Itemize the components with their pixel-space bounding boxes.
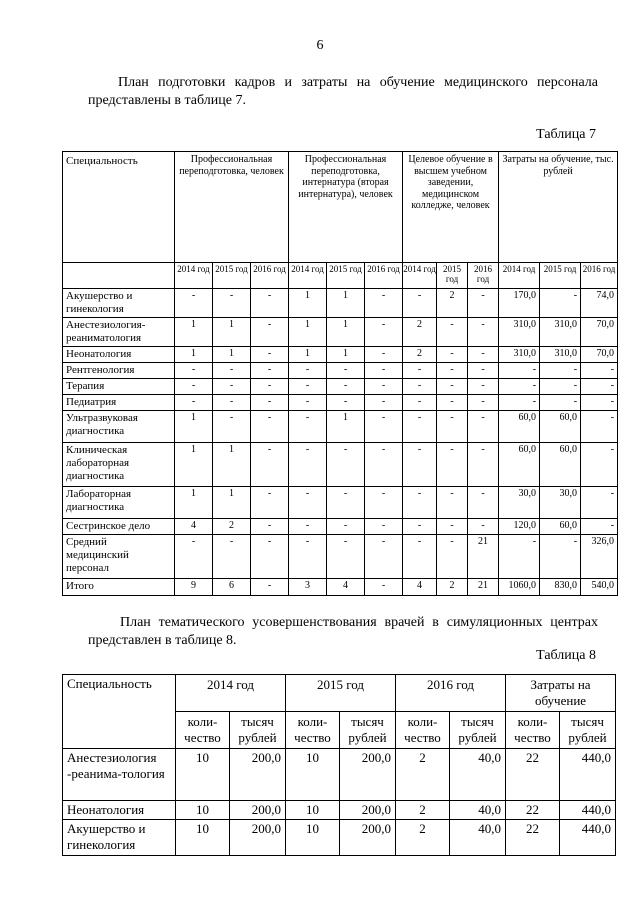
table7-cell: - <box>365 535 403 579</box>
table-row <box>63 519 618 535</box>
table7-cell: - <box>365 579 403 596</box>
table8-cell: 2 <box>396 801 450 820</box>
table-row <box>63 749 616 801</box>
table7-cell: - <box>251 443 289 487</box>
table7-cell: - <box>213 363 251 379</box>
table7-cell: - <box>289 535 327 579</box>
table7-header-retraining: Профессиональная переподготовка, человек <box>175 152 289 263</box>
table7-cell: - <box>403 411 437 443</box>
table7-cell: 1 <box>175 487 213 519</box>
table8-sub-header: тысяч рублей <box>560 712 616 749</box>
table8-caption: Таблица 8 <box>536 648 596 663</box>
table8-cell: 22 <box>506 801 560 820</box>
table7-cell: - <box>213 379 251 395</box>
table7-cell: 170,0 <box>499 289 540 318</box>
table7-cell: - <box>251 363 289 379</box>
table7-cell: - <box>327 519 365 535</box>
table7-cell: - <box>403 535 437 579</box>
table7-row-specialty: Клиническая лабораторная диагностика <box>63 443 175 487</box>
table7-year-header: 2016 год <box>251 263 289 289</box>
table8-header-specialty: Специальность <box>63 675 176 749</box>
table8-cell: 2 <box>396 820 450 856</box>
table8-cell: 40,0 <box>450 820 506 856</box>
table7-cell: - <box>437 443 468 487</box>
table7-cell: 60,0 <box>540 519 581 535</box>
table7-cell: - <box>175 535 213 579</box>
table7-cell: - <box>437 535 468 579</box>
table7-cell: - <box>437 411 468 443</box>
table-row <box>63 347 618 363</box>
table7-row-specialty: Ультразвуковая диагностика <box>63 411 175 443</box>
table7-cell: 1 <box>213 347 251 363</box>
table7-cell: 310,0 <box>499 318 540 347</box>
table7-cell: - <box>289 519 327 535</box>
table8-sub-header: коли-чество <box>176 712 230 749</box>
table7-cell: - <box>327 379 365 395</box>
table7-cell: - <box>468 443 499 487</box>
table7-cell: 1 <box>213 443 251 487</box>
table7-cell: 2 <box>437 289 468 318</box>
table7-row-specialty: Сестринское дело <box>63 519 175 535</box>
table7-cell: 70,0 <box>581 318 618 347</box>
table8-cell: 200,0 <box>340 820 396 856</box>
table7-cell: - <box>251 519 289 535</box>
table7-cell: - <box>468 519 499 535</box>
table7-cell: 1 <box>327 411 365 443</box>
table7-cell: - <box>175 363 213 379</box>
table7-cell: 9 <box>175 579 213 596</box>
table7-cell: - <box>499 379 540 395</box>
table7-header-specialty: Специальность <box>63 152 175 263</box>
table8-header-2016: 2016 год <box>396 675 506 712</box>
table7-cell: - <box>251 379 289 395</box>
table7-header-targeted-education: Целевое обучение в высшем учебном заведении, медицинском колледже, человек <box>403 152 499 263</box>
table7-cell: 4 <box>175 519 213 535</box>
table-row <box>63 487 618 519</box>
table7-cell: - <box>403 519 437 535</box>
table8-cell: 10 <box>286 820 340 856</box>
table7-cell: - <box>251 411 289 443</box>
table7-cell: - <box>251 579 289 596</box>
table8-sub-header: коли-чество <box>506 712 560 749</box>
table7-cell: - <box>468 347 499 363</box>
table7-row-specialty: Акушерство и гинекология <box>63 289 175 318</box>
second-paragraph: План тематического усовершенствования врачей в симуляционных центрах представлен в таблице 8. <box>88 615 598 648</box>
table7-cell: 2 <box>403 318 437 347</box>
table7-cell: - <box>251 395 289 411</box>
table7-cell: - <box>365 379 403 395</box>
table7-cell: - <box>468 487 499 519</box>
table7-cell: 70,0 <box>581 347 618 363</box>
table7-cell: - <box>213 535 251 579</box>
table7-cell: 1 <box>175 347 213 363</box>
table7-cell: 60,0 <box>540 443 581 487</box>
table7-cell: - <box>289 379 327 395</box>
table7-row-specialty: Итого <box>63 579 175 596</box>
table7-cell: - <box>213 289 251 318</box>
table7-cell: - <box>251 318 289 347</box>
table7-cell: - <box>365 395 403 411</box>
table7-cell: 830,0 <box>540 579 581 596</box>
table7-cell: 310,0 <box>540 347 581 363</box>
table7-cell: 1 <box>175 318 213 347</box>
table8-sub-header: тысяч рублей <box>230 712 286 749</box>
table-row <box>63 395 618 411</box>
table7-cell: - <box>581 379 618 395</box>
table7-cell: - <box>327 395 365 411</box>
table8-sub-header: коли-чество <box>286 712 340 749</box>
table7-year-header: 2016 год <box>468 263 499 289</box>
table7-cell: 30,0 <box>540 487 581 519</box>
table7-header-costs: Затраты на обучение, тыс. рублей <box>499 152 618 263</box>
table7-year-header: 2014 год <box>175 263 213 289</box>
table7-cell: 1 <box>289 318 327 347</box>
table7-cell: - <box>251 289 289 318</box>
table7-year-header: 2014 год <box>403 263 437 289</box>
table-row <box>63 411 618 443</box>
table7-cell: - <box>499 395 540 411</box>
table7-cell: - <box>403 363 437 379</box>
table7-cell: - <box>581 443 618 487</box>
table7-cell: - <box>540 363 581 379</box>
table7-cell: 74,0 <box>581 289 618 318</box>
table7-year-header: 2014 год <box>289 263 327 289</box>
table7-cell: - <box>403 395 437 411</box>
table7-cell: - <box>289 411 327 443</box>
table7-cell: - <box>365 347 403 363</box>
table-row <box>63 318 618 347</box>
table7-cell: 310,0 <box>499 347 540 363</box>
table8-cell: 200,0 <box>340 749 396 801</box>
table8-header-2014: 2014 год <box>176 675 286 712</box>
table7-cell: - <box>327 487 365 519</box>
table8-cell: 10 <box>286 801 340 820</box>
table7-cell: - <box>289 363 327 379</box>
table7-cell: 540,0 <box>581 579 618 596</box>
table8-cell: 200,0 <box>230 749 286 801</box>
table7-cell: - <box>365 487 403 519</box>
table7-cell: 30,0 <box>499 487 540 519</box>
table7-cell: - <box>540 379 581 395</box>
table7-cell: - <box>581 395 618 411</box>
table7-cell: - <box>437 395 468 411</box>
table7-cell: - <box>289 395 327 411</box>
table7-cell: 4 <box>327 579 365 596</box>
table7-cell: - <box>327 535 365 579</box>
table7-cell: - <box>468 395 499 411</box>
table8-cell: 22 <box>506 820 560 856</box>
table7-cell: - <box>468 363 499 379</box>
table7-cell: 4 <box>403 579 437 596</box>
table8-cell: 10 <box>176 749 230 801</box>
table7-cell: - <box>251 487 289 519</box>
table-row <box>63 443 618 487</box>
table8-sub-header: тысяч рублей <box>340 712 396 749</box>
table7-cell: - <box>213 395 251 411</box>
table7-cell: 60,0 <box>540 411 581 443</box>
table7-row-specialty: Средний медицинский персонал <box>63 535 175 579</box>
table7-cell: 1 <box>289 347 327 363</box>
table8-sub-header: тысяч рублей <box>450 712 506 749</box>
table7-cell: 60,0 <box>499 443 540 487</box>
table7-cell: - <box>581 411 618 443</box>
table8-cell: 10 <box>176 801 230 820</box>
table8-cell: 10 <box>176 820 230 856</box>
table7-row-specialty: Терапия <box>63 379 175 395</box>
table8-cell: 440,0 <box>560 820 616 856</box>
table7-row-specialty: Рентгенология <box>63 363 175 379</box>
table7-caption: Таблица 7 <box>536 127 596 142</box>
table7-cell: - <box>437 347 468 363</box>
table7-cell: - <box>437 363 468 379</box>
table7-cell: - <box>365 318 403 347</box>
table7-cell: - <box>327 363 365 379</box>
table7-cell: 1 <box>289 289 327 318</box>
table7-cell: - <box>468 318 499 347</box>
table7-cell: 1 <box>175 411 213 443</box>
table7-row-specialty: Неонатология <box>63 347 175 363</box>
table7-cell: - <box>251 535 289 579</box>
table7-cell: 326,0 <box>581 535 618 579</box>
table7-cell: 120,0 <box>499 519 540 535</box>
table8-cell: 440,0 <box>560 801 616 820</box>
table7-cell: - <box>289 487 327 519</box>
page-number: 6 <box>316 38 324 53</box>
table7-cell: - <box>437 318 468 347</box>
table7-cell: - <box>251 347 289 363</box>
table8-row-specialty: Неонатология <box>63 801 176 820</box>
table-8 <box>62 674 616 856</box>
table8-cell: 200,0 <box>230 820 286 856</box>
table7-cell: - <box>540 289 581 318</box>
table7-cell: 1060,0 <box>499 579 540 596</box>
table7-cell: - <box>403 487 437 519</box>
table-row <box>63 801 616 820</box>
table7-cell: - <box>403 289 437 318</box>
table7-cell: - <box>437 519 468 535</box>
table8-cell: 200,0 <box>340 801 396 820</box>
table7-year-header: 2014 год <box>499 263 540 289</box>
table7-cell: 60,0 <box>499 411 540 443</box>
table-row <box>63 289 618 318</box>
table7-cell: 3 <box>289 579 327 596</box>
table8-sub-header: коли-чество <box>396 712 450 749</box>
table7-cell: - <box>175 395 213 411</box>
table-row <box>63 820 616 856</box>
table-row <box>63 379 618 395</box>
table7-year-header: 2015 год <box>327 263 365 289</box>
table8-row-specialty: Акушерство и гинекология <box>63 820 176 856</box>
table8-cell: 440,0 <box>560 749 616 801</box>
table7-cell: - <box>499 535 540 579</box>
table7-cell: - <box>437 379 468 395</box>
table8-header-costs: Затраты на обучение <box>506 675 616 712</box>
table7-cell: 21 <box>468 535 499 579</box>
table7-cell: - <box>581 519 618 535</box>
table7-cell: 1 <box>327 289 365 318</box>
table7-year-header: 2015 год <box>213 263 251 289</box>
table7-cell: 1 <box>213 487 251 519</box>
table7-year-header: 2016 год <box>581 263 618 289</box>
table7-cell: 310,0 <box>540 318 581 347</box>
table7-header-internship: Профессиональная переподготовка, интернатура (вторая интернатура), человек <box>289 152 403 263</box>
table7-year-header: 2015 год <box>437 263 468 289</box>
table8-cell: 22 <box>506 749 560 801</box>
table7-cell: - <box>289 443 327 487</box>
table7-cell: 1 <box>327 318 365 347</box>
table7-row-specialty: Педиатрия <box>63 395 175 411</box>
table-row <box>63 363 618 379</box>
table7-cell: - <box>540 535 581 579</box>
table7-cell: 2 <box>213 519 251 535</box>
table7-row-specialty: Анестезиология-реаниматология <box>63 318 175 347</box>
table7-cell: - <box>499 363 540 379</box>
table7-cell: 2 <box>437 579 468 596</box>
table7-cell: 1 <box>175 443 213 487</box>
table7-cell: - <box>540 395 581 411</box>
table7-cell: 21 <box>468 579 499 596</box>
table7-year-spacer <box>63 263 175 289</box>
table7-year-header: 2015 год <box>540 263 581 289</box>
table-row <box>63 579 618 596</box>
table7-cell: - <box>437 487 468 519</box>
table7-cell: - <box>365 289 403 318</box>
table7-cell: - <box>327 443 365 487</box>
table-7 <box>62 151 618 596</box>
table7-cell: - <box>468 289 499 318</box>
table8-header-2015: 2015 год <box>286 675 396 712</box>
table8-cell: 40,0 <box>450 749 506 801</box>
table8-cell: 2 <box>396 749 450 801</box>
table7-cell: 1 <box>327 347 365 363</box>
table7-cell: - <box>175 289 213 318</box>
table7-cell: - <box>403 443 437 487</box>
table7-cell: - <box>468 411 499 443</box>
table7-cell: - <box>365 411 403 443</box>
table7-cell: - <box>581 487 618 519</box>
table-row <box>63 535 618 579</box>
table7-cell: - <box>581 363 618 379</box>
intro-paragraph: План подготовки кадров и затраты на обучение медицинского персонала представлены в таблице 7. <box>88 75 598 108</box>
table7-cell: 1 <box>213 318 251 347</box>
table8-row-specialty: Анестезиология -реанима-тология <box>63 749 176 801</box>
table8-cell: 10 <box>286 749 340 801</box>
table7-cell: - <box>175 379 213 395</box>
table7-year-header: 2016 год <box>365 263 403 289</box>
table7-cell: - <box>213 411 251 443</box>
table8-cell: 200,0 <box>230 801 286 820</box>
table7-cell: - <box>403 379 437 395</box>
table7-cell: - <box>365 443 403 487</box>
table7-cell: - <box>468 379 499 395</box>
table7-cell: - <box>365 519 403 535</box>
table7-cell: - <box>365 363 403 379</box>
table8-cell: 40,0 <box>450 801 506 820</box>
table7-cell: 6 <box>213 579 251 596</box>
table7-cell: 2 <box>403 347 437 363</box>
table7-row-specialty: Лабораторная диагностика <box>63 487 175 519</box>
